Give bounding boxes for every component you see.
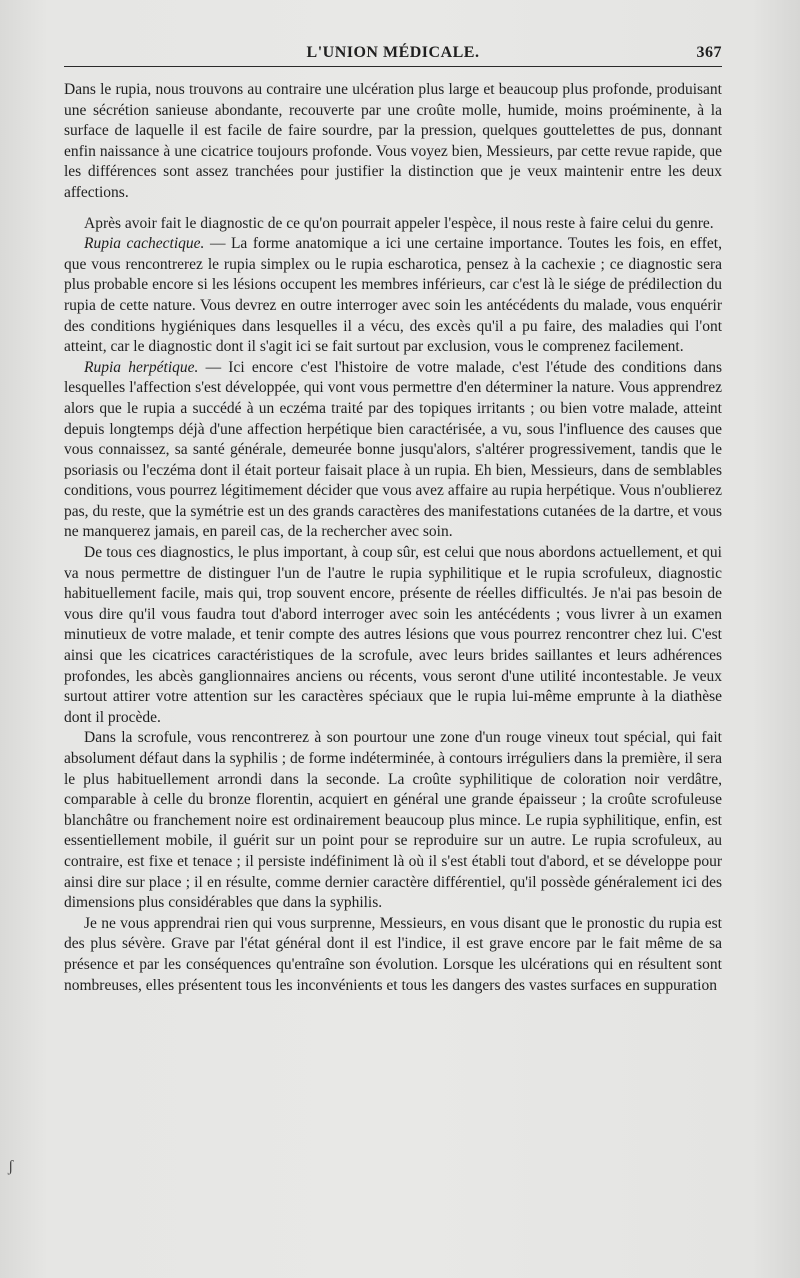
section-title-rupia-cachectique: Rupia cachectique.	[84, 235, 205, 253]
journal-title: L'UNION MÉDICALE.	[306, 44, 480, 61]
body-text	[64, 80, 722, 996]
paragraph-4	[64, 358, 722, 543]
paragraph-5: De tous ces diagnostics, le plus important, à coup sûr, est celui que nous abordons actuellement, et qui va nous permettre de distinguer l'un de l'autre le rupia syphilitique et le rupia scrofuleux, diagnostic habituellement facile, mais qui, trop souvent encore, présente de réelles difficultés. Je n'ai pas besoin de vous dire qu'il vous faudra tout d'abord interroger avec soin les antécédents ; vous livrer à un examen minutieux de votre malade, et tenir compte des autres lésions que vous pourrez rencontrer chez lui. C'est ainsi que les cicatrices caractéristiques de la scrofule, avec leurs brides saillantes et leurs adhérences profondes, les abcès ganglionnaires anciens ou récents, vous seront d'une utilité incontestable. Je veux surtout attirer votre attention sur les caractères spéciaux que le rupia lui-même emprunte à la diathèse dont il procède.	[64, 544, 722, 726]
paragraph-7: Je ne vous apprendrai rien qui vous surprenne, Messieurs, en vous disant que le pronostic du rupia est des plus sévère. Grave par l'état général dont il est l'indice, il est grave encore par le fait même de sa présence et par les conséquences qu'entraîne son évolution. Lorsque les ulcérations qui en résultent sont nombreuses, elles présentent tous les inconvénients et tous les dangers des vastes surfaces en suppuration	[64, 914, 722, 994]
paragraph-3-text: — La forme anatomique a ici une certaine importance. Toutes les fois, en effet, que vous rencontrerez le rupia simplex ou le rupia escharotica, pensez à la cachexie ; ce diagnostic sera plus probable encore si les lésions occupent les membres inférieurs, car c'est là le siége de prédilection du rupia de cette nature. Vous devrez en outre interroger avec soin les antécédents du malade, vous enquérir des conditions hygiéniques dans lesquelles il a vécu, des excès qu'il a pu faire, des maladies qui l'ont atteint, car le diagnostic dont il s'agit ici se fait surtout par exclusion, vous le comprenez facilement.	[64, 235, 722, 356]
paragraph-3	[64, 234, 722, 358]
page-number: 367	[696, 44, 722, 61]
margin-mark: ʃ	[8, 1158, 14, 1175]
running-head	[64, 40, 722, 67]
paragraph-1: Dans le rupia, nous trouvons au contraire une ulcération plus large et beaucoup plus profonde, produisant une sécrétion sanieuse abondante, recouverte par une croûte molle, humide, moins proéminente, à la surface de laquelle il est facile de faire sourdre, par la pression, quelques gouttelettes de pus, donnant enfin naissance à une cicatrice toujours profonde. Vous voyez bien, Messieurs, par cette revue rapide, que les différences sont assez tranchées pour justifier la distinction que je veux maintenir entre les deux affections.	[64, 81, 722, 201]
section-title-rupia-herpetique: Rupia herpétique.	[84, 358, 199, 376]
paragraph-4-text: — Ici encore c'est l'histoire de votre malade, c'est l'étude des conditions dans lesquelles l'affection s'est développée, qui vont vous permettre d'en déterminer la nature. Vous apprendrez alors que le rupia a succédé à un eczéma traité par des topiques irritants ; ou bien votre malade, atteint depuis longtemps déjà d'une affection herpétique bien caractérisée, a vu, sous l'influence des causes que vous connaissez, sa santé générale, demeurée bonne jusqu'alors, s'altérer progressivement, tandis que le psoriasis ou l'eczéma dont il était porteur faisait place à un rupia. Eh bien, Messieurs, dans de semblables conditions, vous pourrez légitimement décider que vous avez affaire au rupia herpétique. Vous n'oublierez pas, du reste, que la symétrie est un des grands caractères des manifestations cutanées de la dartre, et vous ne manquerez jamais, en pareil cas, de la rechercher avec soin.	[64, 358, 722, 541]
paragraph-6: Dans la scrofule, vous rencontrerez à son pourtour une zone d'un rouge vineux tout spécial, qui fait absolument défaut dans la syphilis ; de forme indéterminée, à contours irréguliers dans la première, il sera le plus habituellement arrondi dans la seconde. La croûte syphilitique de coloration noir verdâtre, comparable à celle du bronze florentin, acquiert en général une grande épaisseur ; la croûte scrofuleuse blanchâtre ou franchement noire est ordinairement beaucoup plus mince. Le rupia syphilitique, enfin, est essentiellement mobile, il guérit sur un point pour se reproduire sur un autre. Le rupia scrofuleux, au contraire, est fixe et tenace ; il persiste indéfiniment là où il s'est établi tout d'abord, et se développe pour ainsi dire sur place ; il en résulte, comme dernier caractère différentiel, qu'il possède généralement ici des dimensions plus considérables que dans la syphilis.	[64, 729, 722, 912]
paragraph-2: Après avoir fait le diagnostic de ce qu'on pourrait appeler l'espèce, il nous reste à faire celui du genre.	[84, 214, 714, 232]
